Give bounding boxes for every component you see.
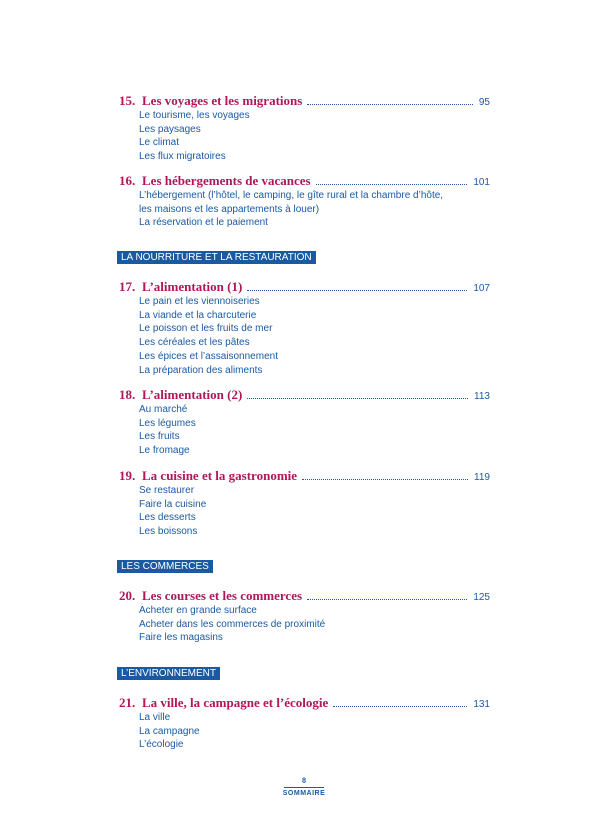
subtopic: La campagne (139, 725, 200, 737)
subtopic: Les céréales et les pâtes (139, 337, 250, 349)
subtopic: La viande et la charcuterie (139, 309, 257, 321)
chapter-title[interactable]: Les voyages et les migrations (142, 93, 303, 108)
chapter-number: 18. (119, 387, 136, 402)
subtopic: Se restaurer (139, 485, 195, 496)
subtopic: La réservation et le paiement (139, 217, 268, 229)
chapter-15 (119, 93, 490, 164)
chapter-heading (119, 695, 490, 711)
chapter-title[interactable]: L’alimentation (1) (142, 279, 243, 294)
chapter-page-number: 95 (478, 97, 490, 108)
chapter-page-number: 107 (473, 283, 490, 294)
leader-dots (307, 95, 473, 105)
chapter-title[interactable]: La cuisine et la gastronomie (142, 468, 298, 483)
subtopic: L’hébergement (l’hôtel, le camping, le gîte rural et la chambre d’hôte, (139, 190, 444, 201)
subtopic-list (139, 109, 490, 164)
subtopic: les maisons et les appartements à louer) (139, 203, 320, 215)
section-header-environnement: L’ENVIRONNEMENT (117, 667, 220, 680)
section-header-commerces: LES COMMERCES (117, 560, 213, 573)
chapter-number: 17. (119, 279, 136, 294)
page-footer (0, 776, 608, 797)
subtopic: La ville (139, 712, 171, 723)
chapter-18 (119, 387, 490, 458)
chapter-title[interactable]: Les courses et les commerces (142, 588, 303, 603)
leader-dots (247, 389, 468, 399)
subtopic: Les boissons (139, 526, 198, 538)
chapter-heading (119, 93, 490, 109)
subtopic: Le pain et les viennoiseries (139, 296, 260, 307)
subtopic: Le fromage (139, 445, 190, 457)
subtopic: Les desserts (139, 512, 196, 524)
chapter-17 (119, 279, 490, 377)
footer-label: SOMMAIRE (282, 790, 326, 797)
subtopic: Les épices et l’assaisonnement (139, 350, 278, 362)
subtopic: Acheter en grande surface (139, 605, 257, 616)
subtopic: Faire la cuisine (139, 498, 207, 510)
chapter-heading (119, 279, 490, 295)
chapter-heading (119, 387, 490, 403)
subtopic-list (139, 295, 490, 377)
subtopic-list (139, 711, 490, 752)
subtopic: Le poisson et les fruits de mer (139, 323, 273, 335)
leader-dots (333, 697, 467, 707)
subtopic-list (139, 403, 490, 458)
chapter-heading (119, 588, 490, 604)
leader-dots (247, 281, 467, 291)
footer-page-number: 8 (302, 776, 306, 785)
leader-dots (302, 470, 468, 480)
subtopic: Faire les magasins (139, 632, 223, 644)
subtopic: Le climat (139, 137, 180, 149)
chapter-21 (119, 695, 490, 752)
chapter-heading (119, 468, 490, 484)
chapter-16 (119, 173, 490, 230)
leader-dots (307, 590, 467, 600)
section-header-nourriture: LA NOURRITURE ET LA RESTAURATION (117, 251, 316, 264)
subtopic-list (139, 604, 490, 645)
subtopic: Le tourisme, les voyages (139, 110, 250, 121)
chapter-number: 21. (119, 695, 136, 710)
footer-divider (284, 787, 324, 788)
chapter-page-number: 119 (474, 472, 490, 483)
subtopic: Acheter dans les commerces de proximité (139, 618, 326, 630)
chapter-title[interactable]: L’alimentation (2) (142, 387, 243, 402)
chapter-number: 16. (119, 173, 136, 188)
subtopic: L’écologie (139, 739, 184, 751)
subtopic: Les flux migratoires (139, 151, 226, 163)
chapter-number: 19. (119, 468, 136, 483)
chapter-number: 20. (119, 588, 136, 603)
leader-dots (316, 175, 468, 185)
chapter-number: 15. (119, 93, 136, 108)
chapter-page-number: 101 (473, 177, 490, 188)
subtopic-list (139, 484, 490, 539)
subtopic-list (139, 189, 490, 230)
chapter-title[interactable]: Les hébergements de vacances (142, 173, 311, 188)
subtopic: La préparation des aliments (139, 364, 263, 376)
chapter-19 (119, 468, 490, 539)
subtopic: Les fruits (139, 431, 180, 443)
subtopic: Les légumes (139, 417, 196, 429)
subtopic: Au marché (139, 404, 188, 415)
chapter-20 (119, 588, 490, 645)
chapter-title[interactable]: La ville, la campagne et l’écologie (142, 695, 329, 710)
subtopic: Les paysages (139, 123, 201, 135)
chapter-page-number: 125 (473, 592, 490, 603)
chapter-page-number: 113 (474, 391, 490, 402)
chapter-heading (119, 173, 490, 189)
chapter-page-number: 131 (473, 699, 490, 710)
